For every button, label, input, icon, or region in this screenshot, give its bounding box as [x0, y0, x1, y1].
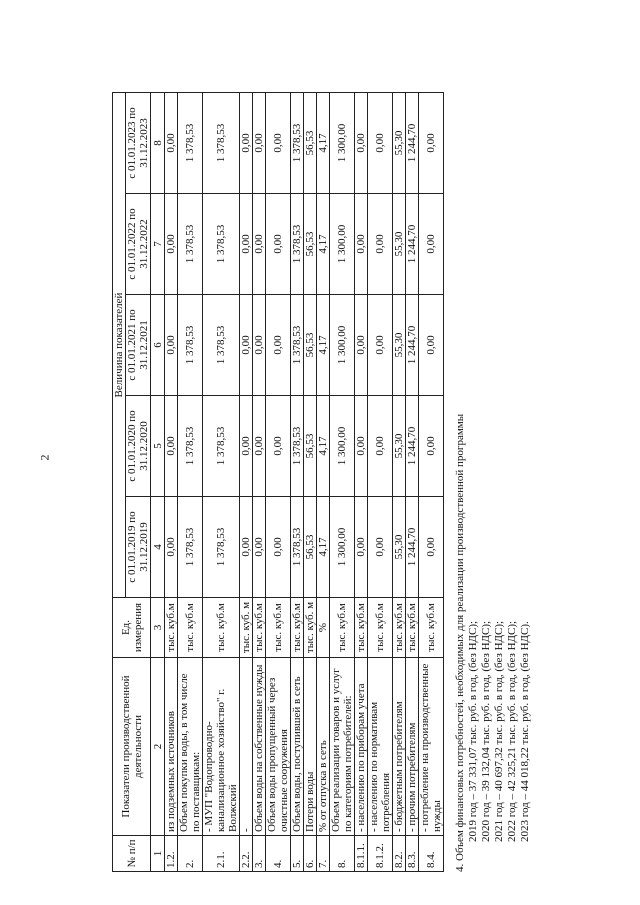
- row-value: 0,00: [253, 396, 266, 497]
- row-num: 2.: [178, 836, 203, 872]
- row-value: 56,53: [304, 194, 317, 295]
- row-value: 0,00: [266, 497, 291, 598]
- row-name: Объем воды, поступившей в сеть: [291, 658, 304, 836]
- row-value: 0,00: [355, 93, 368, 194]
- row-name: - населению по приборам учета: [355, 658, 368, 836]
- table-row: [165, 93, 178, 872]
- notes-heading: 4. Объем финансовых потребностей, необходимых для реализации производственной программы: [454, 413, 466, 872]
- row-value: 1 378,53: [203, 93, 240, 194]
- row-value: 0,00: [165, 497, 178, 598]
- row-value: 1 378,53: [291, 93, 304, 194]
- row-num: 1.2.: [165, 836, 178, 872]
- page-number: 2: [37, 454, 52, 461]
- row-name: Потери воды: [304, 658, 317, 836]
- row-value: 55,30: [393, 396, 406, 497]
- row-value: 55,30: [393, 194, 406, 295]
- row-unit: тыс. куб.м: [406, 598, 419, 658]
- row-num: 2.1.: [203, 836, 240, 872]
- row-value: 56,53: [304, 295, 317, 396]
- table-row: [393, 93, 406, 872]
- header-period: с 01.01.2019 по 31.12.2019: [126, 497, 151, 598]
- row-name: из подземных источников: [165, 658, 178, 836]
- row-value: 0,00: [368, 194, 393, 295]
- row-value: 1 378,53: [291, 295, 304, 396]
- row-value: 0,00: [419, 396, 444, 497]
- notes-line: 2023 год – 44 018,22 тыс. руб. в год, (без НДС).: [519, 621, 531, 842]
- row-unit: %: [317, 598, 330, 658]
- row-num: 7.: [317, 836, 330, 872]
- row-value: 4,17: [317, 194, 330, 295]
- row-value: 1 300,00: [330, 497, 355, 598]
- column-index: 8: [151, 93, 165, 194]
- row-name: Объем покупки воды, в том числе по поставщикам:: [178, 658, 203, 836]
- header-group: Величина показателей: [113, 93, 126, 598]
- row-value: 0,00: [240, 295, 253, 396]
- row-value: 0,00: [419, 295, 444, 396]
- row-name: -: [240, 658, 253, 836]
- row-value: 1 378,53: [178, 497, 203, 598]
- row-value: 0,00: [165, 93, 178, 194]
- column-index: 4: [151, 497, 165, 598]
- table-row: [253, 93, 266, 872]
- table-row: [419, 93, 444, 872]
- row-unit: тыс. куб.м: [291, 598, 304, 658]
- row-value: 0,00: [253, 93, 266, 194]
- row-num: 8.4.: [419, 836, 444, 872]
- row-num: 8.3.: [406, 836, 419, 872]
- table-row: [291, 93, 304, 872]
- row-value: 0,00: [368, 396, 393, 497]
- table-row: [178, 93, 203, 872]
- row-unit: тыс. куб.м: [355, 598, 368, 658]
- row-value: 0,00: [368, 497, 393, 598]
- row-value: 56,53: [304, 497, 317, 598]
- row-num: 8.1.1.: [355, 836, 368, 872]
- notes-line: 2019 год – 37 331,07 тыс. руб. в год, (без НДС);: [467, 620, 479, 842]
- row-unit: тыс. куб.м: [203, 598, 240, 658]
- row-unit: тыс. куб.м: [419, 598, 444, 658]
- row-value: 1 378,53: [203, 295, 240, 396]
- row-num: 5.: [291, 836, 304, 872]
- row-value: 1 378,53: [203, 396, 240, 497]
- column-index: 5: [151, 396, 165, 497]
- row-unit: тыс. куб.м: [393, 598, 406, 658]
- row-value: 0,00: [165, 194, 178, 295]
- table-row: [355, 93, 368, 872]
- header-indicator: Показатели производственной деятельности: [113, 658, 151, 836]
- row-value: 0,00: [355, 194, 368, 295]
- row-value: 0,00: [266, 194, 291, 295]
- notes-line: 2020 год – 39 132,04 тыс. руб. в год, (без НДС);: [480, 620, 492, 842]
- row-value: 0,00: [240, 93, 253, 194]
- header-num: № п/п: [113, 836, 151, 872]
- row-value: 0,00: [355, 396, 368, 497]
- row-value: 1 244,70: [406, 396, 419, 497]
- table-row: [368, 93, 393, 872]
- row-value: 0,00: [368, 295, 393, 396]
- production-table: [112, 92, 444, 872]
- header-period: с 01.01.2022 по 31.12.2022: [126, 194, 151, 295]
- row-value: 1 378,53: [178, 396, 203, 497]
- row-value: 55,30: [393, 497, 406, 598]
- row-value: 1 378,53: [203, 194, 240, 295]
- header-period: с 01.01.2021 по 31.12.2021: [126, 295, 151, 396]
- column-index: 1: [151, 836, 165, 872]
- table-row: [203, 93, 240, 872]
- row-value: 4,17: [317, 295, 330, 396]
- row-unit: тыс. куб. м: [304, 598, 317, 658]
- row-value: 0,00: [253, 295, 266, 396]
- row-unit: тыс. куб.м: [368, 598, 393, 658]
- row-value: 0,00: [419, 194, 444, 295]
- row-name: Объем воды пропущенный через очистные сооружения: [266, 658, 291, 836]
- rotated-content: [112, 92, 622, 872]
- row-value: 0,00: [355, 295, 368, 396]
- row-num: 4.: [266, 836, 291, 872]
- row-name: - МУП "Водопроводно-канализационное хозяйство" г. Волжский: [203, 658, 240, 836]
- column-index: 6: [151, 295, 165, 396]
- row-value: 1 378,53: [178, 194, 203, 295]
- row-num: 8.2.: [393, 836, 406, 872]
- row-value: 0,00: [368, 93, 393, 194]
- row-value: 0,00: [266, 295, 291, 396]
- row-name: % от отпуска в сеть: [317, 658, 330, 836]
- row-value: 0,00: [253, 194, 266, 295]
- row-value: 0,00: [266, 396, 291, 497]
- row-name: - потребление на производственные нужды: [419, 658, 444, 836]
- row-value: 1 378,53: [178, 295, 203, 396]
- row-value: 1 244,70: [406, 93, 419, 194]
- row-value: 1 300,00: [330, 194, 355, 295]
- row-value: 55,30: [393, 93, 406, 194]
- row-value: 0,00: [419, 497, 444, 598]
- row-unit: тыс. куб.м: [266, 598, 291, 658]
- row-value: 0,00: [240, 194, 253, 295]
- table-row: [317, 93, 330, 872]
- row-num: 2.2.: [240, 836, 253, 872]
- table-row: [406, 93, 419, 872]
- row-unit: тыс. куб.м: [165, 598, 178, 658]
- notes-line: 2021 год – 40 697,32 тыс. руб. в год, (без НДС);: [493, 620, 505, 842]
- column-index: 7: [151, 194, 165, 295]
- row-name: - бюджетным потребителям: [393, 658, 406, 836]
- financial-notes: [454, 92, 532, 872]
- row-value: 1 300,00: [330, 93, 355, 194]
- table-row: [330, 93, 355, 872]
- row-name: Объем реализации товаров и услуг по категориям потребителей:: [330, 658, 355, 836]
- notes-line: 2022 год – 42 325,21 тыс. руб. в год, (без НДС);: [506, 620, 518, 842]
- header-unit: Ед. измерения: [113, 598, 151, 658]
- table-row: [240, 93, 253, 872]
- row-value: 0,00: [165, 295, 178, 396]
- row-unit: тыс. куб.м: [253, 598, 266, 658]
- row-value: 0,00: [253, 497, 266, 598]
- row-value: 0,00: [355, 497, 368, 598]
- row-unit: тыс. куб.м: [330, 598, 355, 658]
- row-value: 56,53: [304, 93, 317, 194]
- row-value: 4,17: [317, 396, 330, 497]
- table-row: [266, 93, 291, 872]
- row-value: 1 244,70: [406, 295, 419, 396]
- row-value: 1 378,53: [291, 194, 304, 295]
- row-value: 1 378,53: [203, 497, 240, 598]
- row-unit: тыс. куб.м: [178, 598, 203, 658]
- row-num: 3.: [253, 836, 266, 872]
- row-value: 0,00: [266, 93, 291, 194]
- table-row: [304, 93, 317, 872]
- row-num: 8.: [330, 836, 355, 872]
- row-name: Объем воды на собственные нужды: [253, 658, 266, 836]
- row-value: 4,17: [317, 93, 330, 194]
- row-value: 1 300,00: [330, 295, 355, 396]
- row-unit: тыс. куб. м: [240, 598, 253, 658]
- row-value: 1 244,70: [406, 194, 419, 295]
- row-value: 1 300,00: [330, 396, 355, 497]
- row-value: 1 378,53: [291, 497, 304, 598]
- row-value: 1 378,53: [178, 93, 203, 194]
- column-index: 3: [151, 598, 165, 658]
- row-name: - прочим потребителям: [406, 658, 419, 836]
- row-value: 0,00: [165, 396, 178, 497]
- row-value: 1 378,53: [291, 396, 304, 497]
- column-index: 2: [151, 658, 165, 836]
- header-period: с 01.01.2020 по 31.12.2020: [126, 396, 151, 497]
- row-name: - населению по нормативам потребления: [368, 658, 393, 836]
- row-value: 56,53: [304, 396, 317, 497]
- row-value: 55,30: [393, 295, 406, 396]
- row-value: 4,17: [317, 497, 330, 598]
- row-value: 0,00: [240, 396, 253, 497]
- row-value: 1 244,70: [406, 497, 419, 598]
- header-period: с 01.01.2023 по 31.12.2023: [126, 93, 151, 194]
- row-num: 8.1.2.: [368, 836, 393, 872]
- row-value: 0,00: [419, 93, 444, 194]
- row-value: 0,00: [240, 497, 253, 598]
- row-num: 6.: [304, 836, 317, 872]
